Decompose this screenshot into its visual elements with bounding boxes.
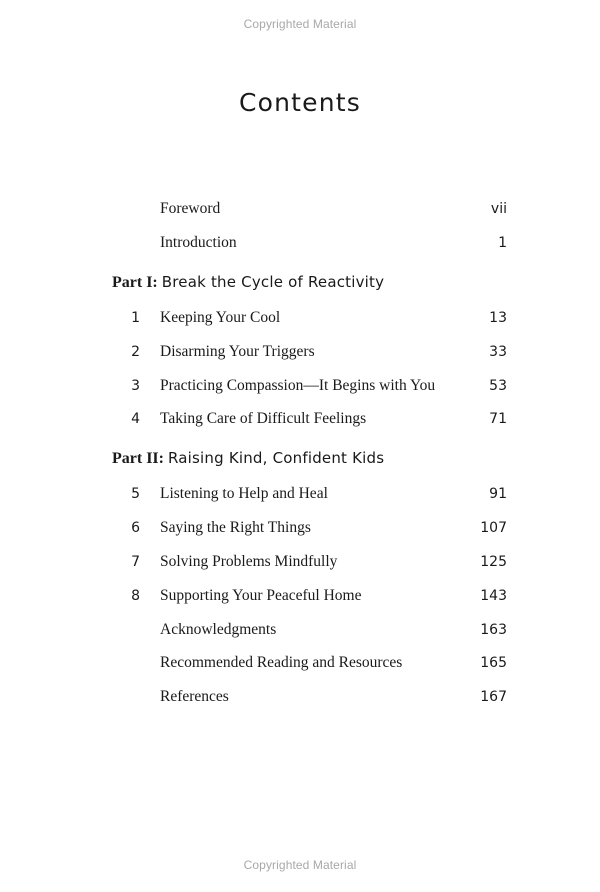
entry-label: References (160, 688, 229, 705)
watermark-top: Copyrighted Material (243, 17, 357, 31)
entry-label: Keeping Your Cool (160, 309, 281, 326)
entry-label: Taking Care of Difficult Feelings (160, 410, 367, 427)
toc-entry-chapter-1[interactable] (0, 307, 600, 331)
entry-page: 143 (480, 588, 507, 604)
entry-label: Listening to Help and Heal (160, 485, 328, 502)
entry-label: Foreword (160, 200, 221, 217)
chapter-number: 6 (131, 520, 140, 536)
part-title: Break the Cycle of Reactivity (161, 273, 385, 291)
toc-entry-chapter-4[interactable] (0, 408, 600, 432)
entry-label: Practicing Compassion—It Begins with You (160, 377, 436, 394)
entry-page: 163 (480, 622, 507, 638)
part-label: Part I: (112, 274, 158, 291)
toc-entry-references[interactable] (0, 686, 600, 710)
part-heading-2 (112, 449, 384, 473)
entry-label: Supporting Your Peaceful Home (160, 587, 362, 604)
chapter-number: 4 (131, 411, 140, 427)
part-label: Part II: (112, 450, 164, 467)
chapter-number: 3 (131, 378, 140, 394)
toc-entry-chapter-8[interactable] (0, 585, 600, 609)
entry-page: 33 (489, 344, 507, 360)
chapter-number: 8 (131, 588, 140, 604)
entry-label: Recommended Reading and Resources (160, 654, 403, 671)
entry-label: Solving Problems Mindfully (160, 553, 338, 570)
entry-page: 167 (480, 689, 507, 705)
page-title: Contents (238, 88, 362, 117)
watermark-bottom: Copyrighted Material (243, 858, 357, 872)
toc-entry-recommended-reading[interactable] (0, 652, 600, 676)
chapter-number: 5 (131, 486, 140, 502)
entry-page: 53 (489, 378, 507, 394)
chapter-number: 1 (131, 310, 140, 326)
toc-entry-chapter-5[interactable] (0, 483, 600, 507)
entry-page: 71 (489, 411, 507, 427)
entry-page: 13 (489, 310, 507, 326)
toc-entry-chapter-2[interactable] (0, 341, 600, 365)
chapter-number: 2 (131, 344, 140, 360)
entry-label: Disarming Your Triggers (160, 343, 315, 360)
chapter-number: 7 (131, 554, 140, 570)
toc-entry-chapter-6[interactable] (0, 517, 600, 541)
entry-label: Acknowledgments (160, 621, 277, 638)
toc-entry-chapter-3[interactable] (0, 375, 600, 399)
entry-page: 125 (480, 554, 507, 570)
entry-page: 1 (498, 235, 507, 251)
entry-page: 165 (480, 655, 507, 671)
toc-entry-introduction[interactable] (0, 232, 600, 256)
entry-label: Introduction (160, 234, 237, 251)
entry-page: 107 (480, 520, 507, 536)
entry-label: Saying the Right Things (160, 519, 311, 536)
entry-page: vii (490, 201, 507, 217)
toc-entry-chapter-7[interactable] (0, 551, 600, 575)
part-title: Raising Kind, Confident Kids (167, 449, 385, 467)
toc-entry-acknowledgments[interactable] (0, 619, 600, 643)
entry-page: 91 (489, 486, 507, 502)
part-heading-1 (112, 273, 384, 297)
toc-entry-foreword[interactable] (0, 198, 600, 222)
